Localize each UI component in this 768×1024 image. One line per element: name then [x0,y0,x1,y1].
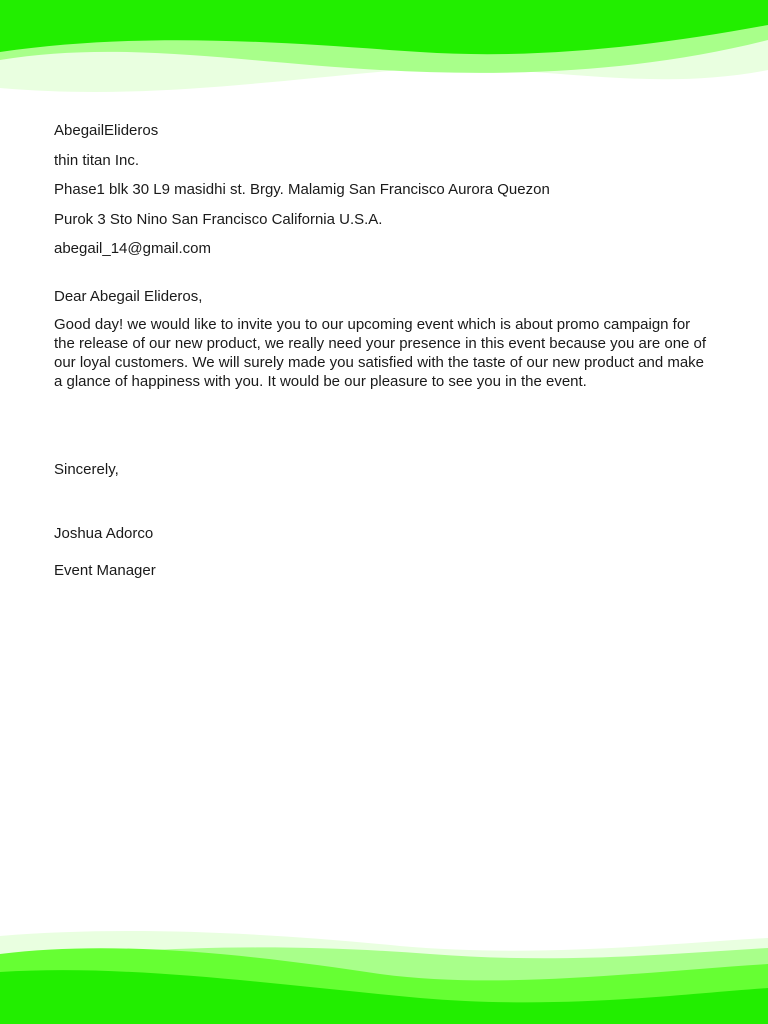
sender-company: thin titan Inc. [54,151,140,169]
sender-email: abegail_14@gmail.com [54,240,211,257]
sender-address-line2: Purok 3 Sto Nino San Francisco California U.S.A. [54,210,383,228]
sender-name: AbegailElideros [54,122,159,139]
sender-block [54,121,724,258]
letter-content [54,121,724,580]
closing: Sincerely, [54,461,119,478]
salutation: Dear Abegail Elideros, [54,288,203,305]
header-wave-decoration [0,0,768,110]
footer-wave-decoration [0,924,768,1024]
signer-name: Joshua Adorco [54,525,154,542]
sender-address-line1: Phase1 blk 30 L9 masidhi st. Brgy. Malamig San Francisco Aurora Quezon [54,181,550,198]
signer-title: Event Manager [54,562,156,579]
letter-body: Good day! we would like to invite you to our upcoming event which is about promo campaign for the release of our new product, we really need your presence in this event because you are one of our loyal customers. We will surely made you satisfied with the taste of our new product and make a glance of happiness with you. It would be our pleasure to see you in the event. [54,316,707,390]
